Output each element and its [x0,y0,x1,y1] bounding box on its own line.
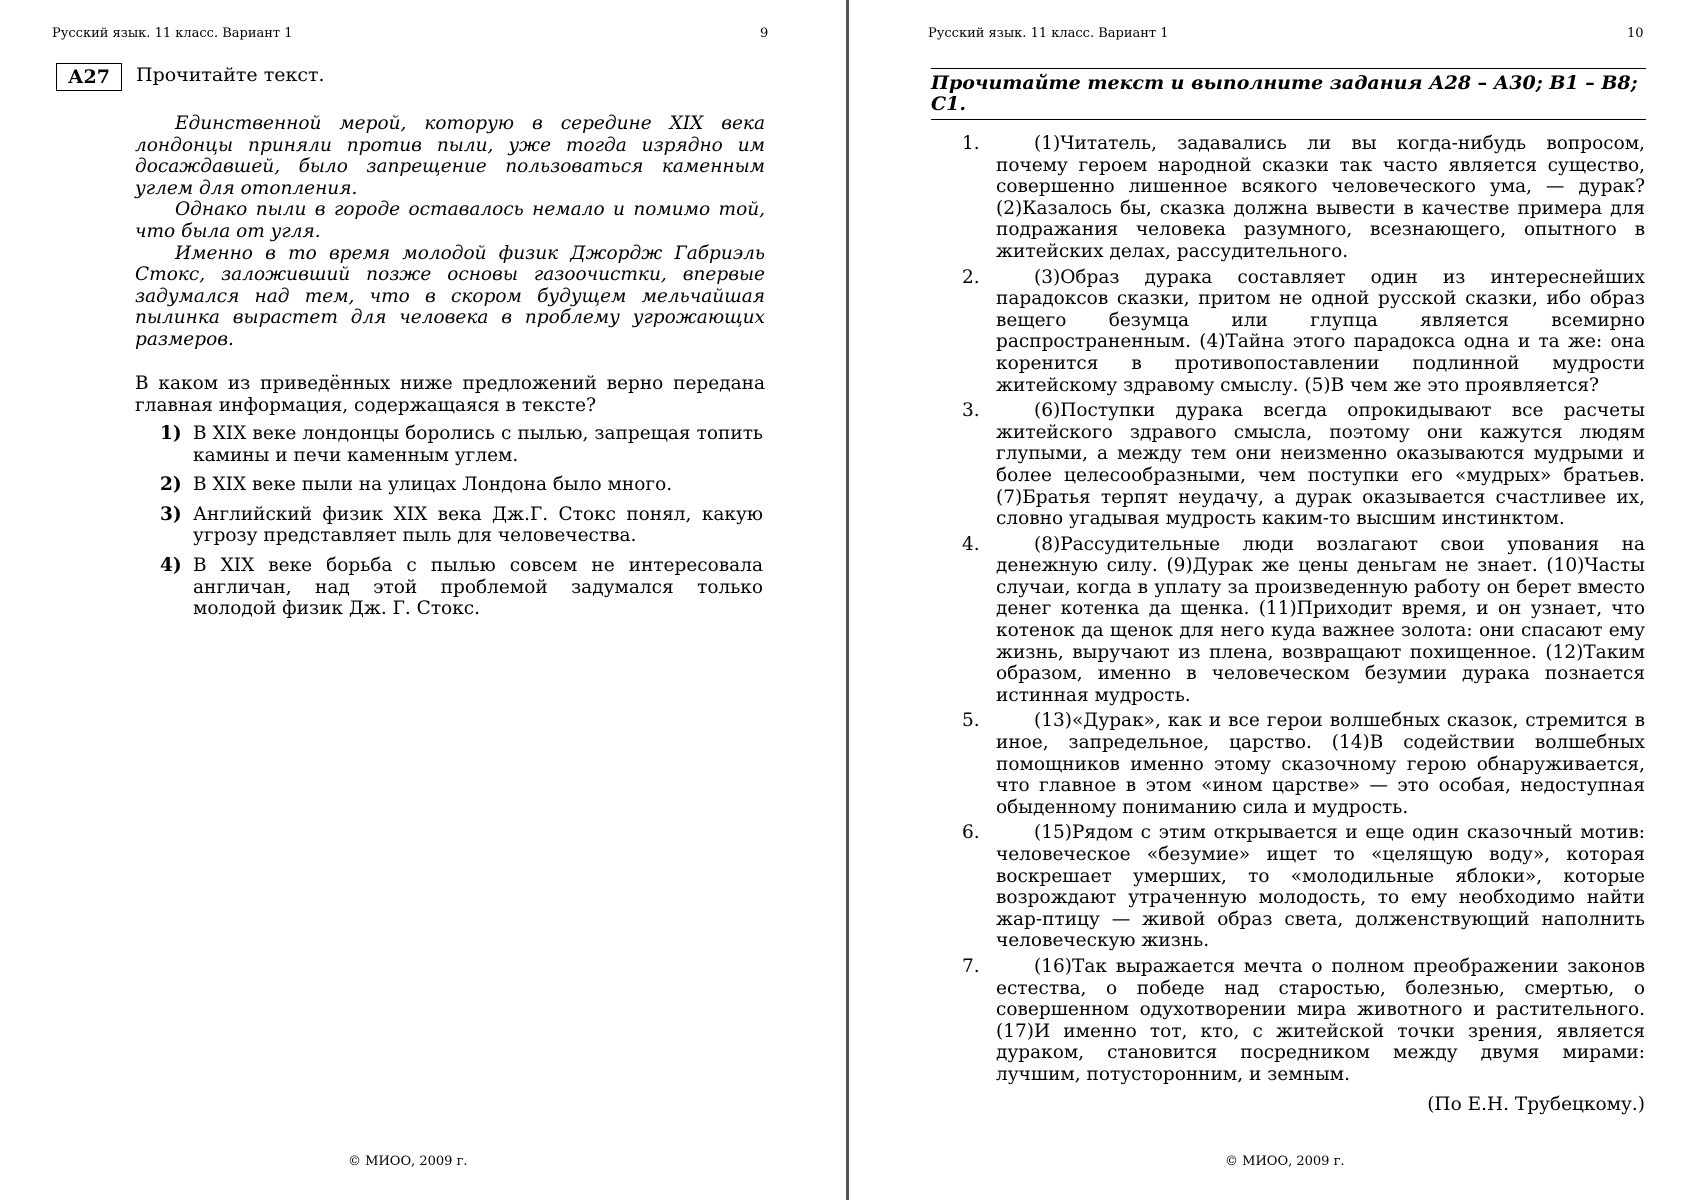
question-text: В каком из приведённых ниже предложений верно передана главная информация, содержащаяся в тексте? [135,373,765,416]
paragraph-number: 2. [962,266,980,288]
option-number: 2) [160,474,182,496]
answer-option[interactable] [160,504,763,547]
paragraph-text: (3)Образ дурака составляет один из интереснейших парадоксов сказки, притом не одной русской сказки, ибо образ вещего безумца или глупца является всемирно распространенным. (4)Тайна этого парадокса одна и та же: она коренится в противопоставлении подлинной мудрости житейскому здравому смыслу. (5)В чем же это проявляется? [996,266,1645,396]
numbered-paragraph [962,400,1645,530]
option-number: 4) [160,554,182,576]
numbered-paragraph [962,133,1645,263]
bottom-rule [931,119,1646,120]
paragraph-number: 1. [962,133,980,154]
page-footer: © МИОО, 2009 г. [348,1154,468,1169]
paragraph-text: (13)«Дурак», как и все герои волшебных сказок, стремится в иное, запредельное, царство. (14)В содействии волшебных помощников именно этому сказочному герою обнаруживается, что главное в этом «ином царстве» — это особая, недоступная обыденному пониманию сила и мудрость. [996,710,1645,818]
numbered-paragraph [962,956,1645,1086]
paragraph-number: 4. [962,533,980,555]
top-rule [931,68,1646,69]
answer-options [160,423,763,628]
numbered-paragraph [962,710,1645,818]
running-header: Русский язык. 11 класс. Вариант 1 [52,26,293,41]
paragraph-number: 7. [962,955,980,977]
numbered-paragraph [962,534,1645,707]
paragraph-number: 6. [962,822,980,844]
page-number: 10 [1627,26,1644,41]
paragraph-text: (1)Читатель, задавались ли вы когда-нибудь вопросом, почему героем народной сказки так часто является существо, совершенно лишенное всякого человеческого ума, — дурак? (2)Казалось бы, сказка должна вывести в качестве примера для подражания человека разумного, всезнающего, опытного в житейских делах, рассудительного. [996,133,1645,262]
answer-option[interactable] [160,474,763,496]
page-number: 9 [760,26,769,41]
paragraph-text: (16)Так выражается мечта о полном преображении законов естества, о победе над старостью, болезнью, смертью, о совершенном одухотворении мира животного и растительного. (17)И именно тот, кто, с житейской точки зрения, является дураком, становится посредником между двумя мирами: лучшим, потусторонним, и земным. [996,955,1645,1085]
instruction-heading: Прочитайте текст и выполните задания А28 – А30; В1 – В8; С1. [931,72,1638,115]
option-number: 3) [160,503,182,525]
passage-paragraph: Однако пыли в городе оставалось немало и помимо той, что была от угля. [135,199,765,242]
option-text: В XIX веке лондонцы боролись с пылью, запрещая топить камины и печи каменным углем. [193,423,763,466]
answer-option[interactable] [160,423,763,466]
right-page [849,0,1695,1200]
task-label-box: А27 [56,63,122,91]
numbered-paragraph [962,822,1645,952]
paragraph-text: (6)Поступки дурака всегда опрокидывают все расчеты житейского здравого смысла, поэтому они кажутся людям глупыми, а между тем они неизменно оказываются мудрыми и более целесообразными, чем поступки его «мудрых» братьев. (7)Братья терпят неудачу, а дурак оказывается счастливее их, словно угадывая мудрость каким-то высшим инстинктом. [996,400,1645,530]
paragraph-text: (8)Рассудительные люди возлагают свои упования на денежную силу. (9)Дурак же цены деньгам не знает. (10)Часты случаи, когда в уплату за произведенную работу он берет вместо денег котенка да щенка. (11)Приходит время, и он узнает, что котенок да щенок для него куда важнее золота: они спасают ему жизнь, выручают из плена, возвращают похищенное. (12)Таким образом, именно в человеческом безумии дурака познается истинная мудрость. [996,533,1645,706]
answer-option[interactable] [160,555,763,620]
option-text: В XIX веке пыли на улицах Лондона было много. [193,474,673,496]
paragraph-number: 3. [962,400,980,422]
numbered-paragraphs [962,133,1645,1090]
passage-paragraph: Именно в то время молодой физик Джордж Габриэль Стокс, заложивший позже основы газоочистки, впервые задумался над тем, что в скором будущем мельчайшая пылинка вырастет для человека в проблему угрожающих размеров. [135,242,765,350]
running-header: Русский язык. 11 класс. Вариант 1 [928,26,1169,41]
passage-paragraph: Единственной мерой, которую в середине XIX века лондонцы приняли против пыли, уже тогда изрядно им досаждавшей, было запрещение пользоваться каменным углем для отопления. [135,113,765,199]
page-footer: © МИОО, 2009 г. [1225,1154,1345,1169]
task-title: Прочитайте текст. [136,64,325,86]
option-text: Английский физик XIX века Дж.Г. Стокс понял, какую угрозу представляет пыль для человечества. [193,503,763,547]
paragraph-text: (15)Рядом с этим открывается и еще один сказочный мотив: человеческое «безумие» ищет то «целящую воду», которая воскрешает умерших, то «молодильные яблоки», которые возрождают утраченную молодость, то ему необходимо найти жар-птицу — живой образ света, долженствующий наполнить человеческую жизнь. [996,822,1645,952]
paragraph-number: 5. [962,710,980,732]
option-number: 1) [160,423,182,444]
left-page [0,0,846,1200]
numbered-paragraph [962,267,1645,397]
reading-passage [135,113,765,351]
option-text: В XIX веке борьба с пылью совсем не интересовала англичан, над этой проблемой задумался только молодой физик Дж. Г. Стокс. [193,554,763,620]
source-attribution: (По Е.Н. Трубецкому.) [1427,1094,1645,1115]
